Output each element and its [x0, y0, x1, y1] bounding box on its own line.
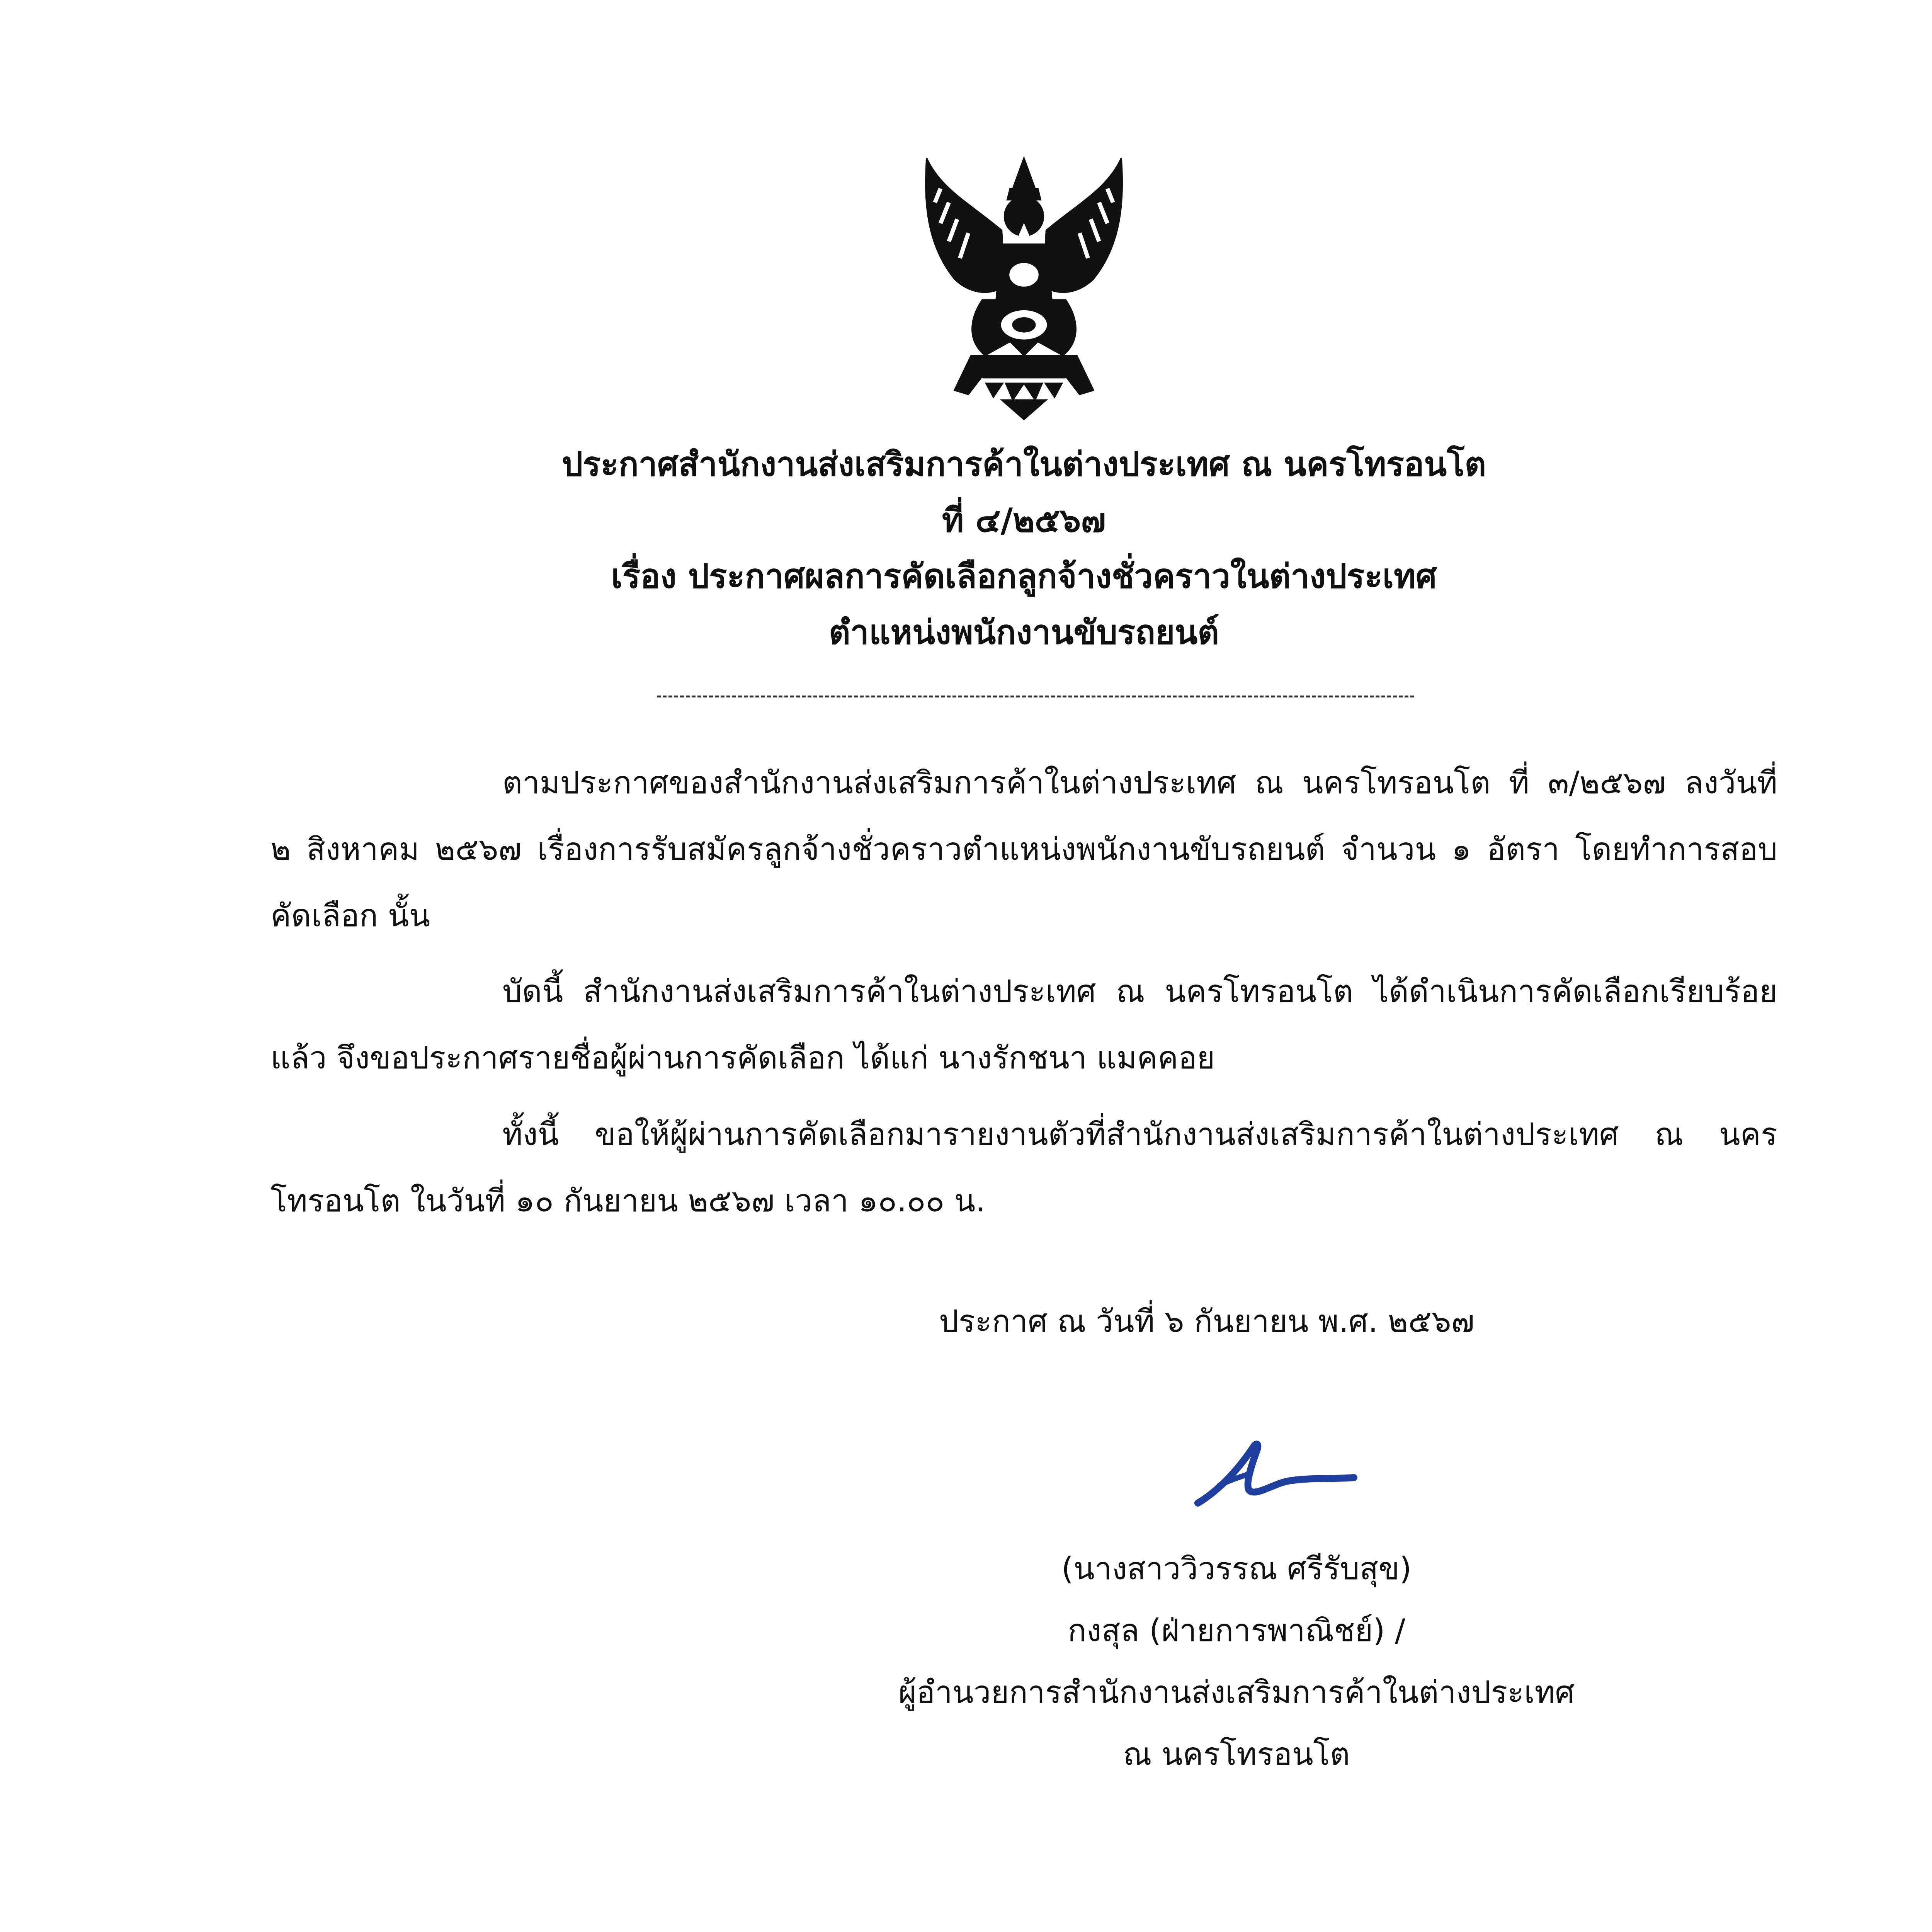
- signer-city: ณ นครโทรอนโต: [1123, 1736, 1350, 1772]
- signature-icon: [1182, 1430, 1368, 1522]
- announcement-date: ประกาศ ณ วันที่ ๖ กันยายน พ.ศ. ๒๕๖๗: [939, 1303, 1475, 1339]
- announcement-heading: [270, 437, 1777, 661]
- paragraph-line: คัดเลือก นั้น: [270, 898, 430, 934]
- signer-office: ผู้อำนวยการสำนักงานส่งเสริมการค้าในต่างประเทศ: [898, 1674, 1575, 1710]
- signer-name: (นางสาววิวรรณ ศรีรับสุข): [1061, 1551, 1412, 1587]
- divider: [657, 696, 1414, 697]
- paragraph-line: บัดนี้ สำนักงานส่งเสริมการค้าในต่างประเทศ ณ นครโทรอนโต ได้ดำเนินการคัดเลือกเรียบร้อย: [502, 973, 1777, 1009]
- garuda-emblem-icon: [885, 147, 1163, 425]
- paragraph-line: ทั้งนี้ ขอให้ผู้ผ่านการคัดเลือกมารายงานตัวที่สำนักงานส่งเสริมการค้าในต่างประเทศ ณ นคร: [502, 1116, 1777, 1152]
- signer-title: กงสุล (ฝ่ายการพาณิชย์) /: [1068, 1612, 1405, 1648]
- paragraph-3: [270, 1101, 1777, 1234]
- announcement-number: ที่ ๔/๒๕๖๗: [942, 501, 1106, 540]
- paragraph-line: โทรอนโต ในวันที่ ๑๐ กันยายน ๒๕๖๗ เวลา ๑๐.๐๐ น.: [270, 1183, 985, 1219]
- announcement-position: ตำแหน่งพนักงานขับรถยนต์: [828, 613, 1219, 652]
- paragraph-1: [270, 750, 1777, 949]
- paragraph-line: ตามประกาศของสำนักงานส่งเสริมการค้าในต่างประเทศ ณ นครโทรอนโต ที่ ๓/๒๕๖๗ ลงวันที่: [502, 765, 1777, 801]
- paragraph-2: [270, 958, 1777, 1091]
- signer-block: [850, 1538, 1623, 1785]
- announcement-title: ประกาศสำนักงานส่งเสริมการค้าในต่างประเทศ ณ นครโทรอนโต: [561, 445, 1486, 484]
- paragraph-line: ๒ สิงหาคม ๒๕๖๗ เรื่องการรับสมัครลูกจ้างชั่วคราวตำแหน่งพนักงานขับรถยนต์ จำนวน ๑ อัตรา โดยทำการสอบ: [270, 831, 1777, 867]
- paragraph-line: แล้ว จึงขอประกาศรายชื่อผู้ผ่านการคัดเลือก ได้แก่ นางรักชนา แมคคอย: [270, 1040, 1215, 1076]
- announcement-subject: เรื่อง ประกาศผลการคัดเลือกลูกจ้างชั่วคราวในต่างประเทศ: [611, 557, 1437, 596]
